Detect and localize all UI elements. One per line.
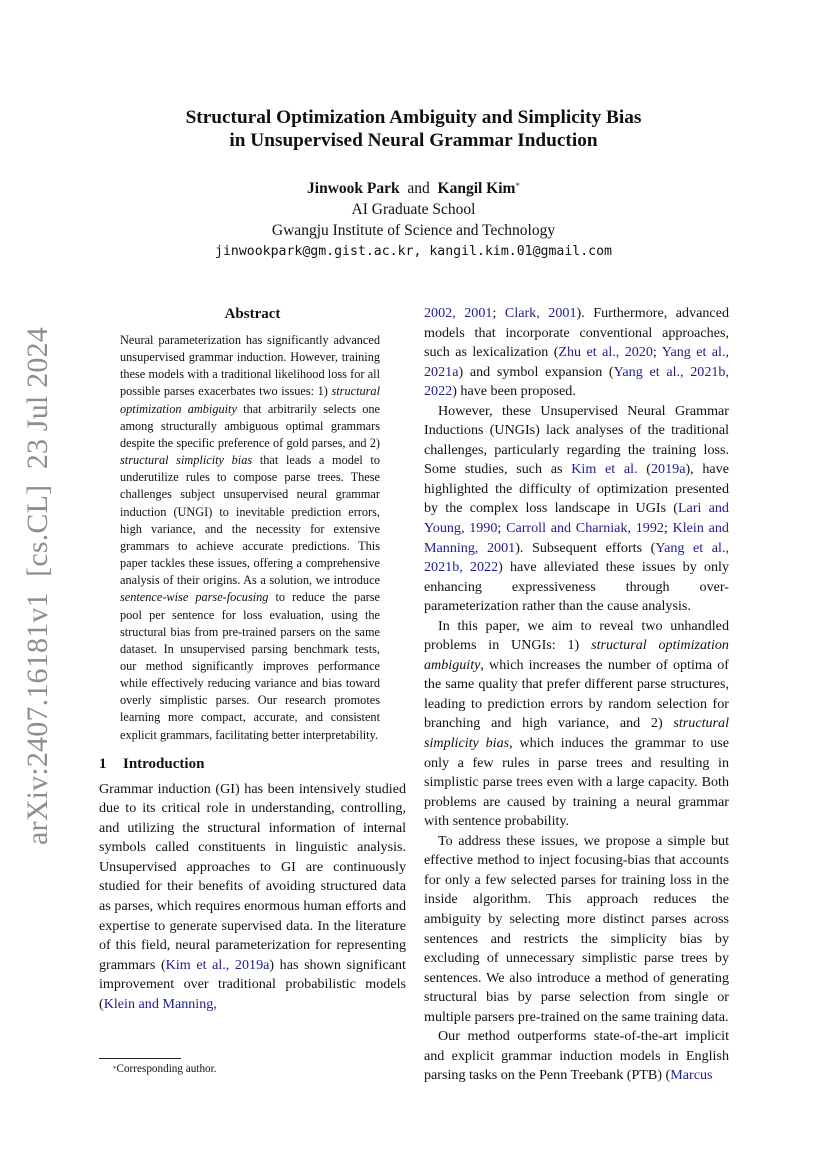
body-text: ; [663, 520, 673, 537]
body-text: ) and symbol expansion ( [458, 363, 614, 380]
abstract-text: to reduce the parse pool per sentence for loss evaluation, using the structural bias from pre-trained parsers on the same dataset. In unsupervised parsing benchmark tests, our method significantly improves performance while effectively reducing variance and bias toward overly simplistic parses. Our research promotes learning more compact, accurate, and consistent explicit grammars, facilitating better interpretability. [120, 590, 380, 742]
title-line-2: in Unsupervised Neural Grammar Induction [229, 130, 598, 151]
citation-link[interactable]: 2002, 2001 [424, 305, 493, 321]
body-text: ) have alleviated these issues by only enhancing expressiveness through over-parameterization rather than the cause analysis. [424, 559, 730, 615]
right-column [424, 304, 729, 1086]
abstract-text: Neural parameterization has significantly advanced unsupervised grammar induction. However, training these models with a traditional likelihood loss for all possible parses exacerbates two issues: 1) [120, 333, 380, 399]
body-text: In this paper, we aim to reveal two unhandled problems in UNGIs: 1) [424, 617, 729, 654]
citation-link[interactable]: Lari and Young, 1990 [424, 500, 729, 537]
body-text: , which increases the number of optima of the same quality that prefer different parse structures, leading to prediction errors by random selection for branching and high variance, and 2) [424, 656, 729, 732]
intro-paragraph-2 [424, 402, 729, 617]
abstract-heading: Abstract [224, 306, 281, 322]
abstract-text: that leads a model to underutilize rules to compose parse trees. These challenges subject unsupervised neural grammar induction (UNGI) to inevitable prediction errors, high variance, and the necessity for extensive grammars to achieve accurate predictions. This paper tackles these issues, offering a comprehensive analysis of their origins. As a solution, we introduce [120, 453, 380, 588]
abstract-emphasis: sentence-wise parse-focusing [120, 590, 269, 605]
footnote-divider [99, 1058, 181, 1059]
author-emails: jinwookpark@gm.gist.ac.kr, kangil.kim.01@gmail.com [215, 244, 612, 259]
body-text: ). Subsequent efforts ( [515, 539, 656, 556]
paper-title [0, 106, 827, 152]
emphasis-term: structural optimization ambiguity [424, 637, 729, 673]
body-text: ; [492, 305, 505, 321]
body-text: ) have been proposed. [452, 383, 576, 400]
citation-link[interactable]: Clark, 2001 [504, 305, 577, 321]
corresponding-author-mark[interactable]: * [515, 181, 520, 191]
intro-paragraph-5 [424, 1027, 729, 1086]
footnote [113, 1062, 217, 1076]
body-text: ), have highlighted the difficulty of optimization presented by the complex loss landscape in UGIs ( [424, 461, 729, 517]
citation-link[interactable]: Kim et al. [571, 461, 638, 478]
author-separator: and [407, 180, 430, 197]
section-title: Introduction [123, 755, 205, 772]
abstract-emphasis: structural optimization ambiguity [120, 384, 380, 416]
citation-link[interactable]: Klein and Manning, 2001 [424, 520, 729, 556]
citation-link[interactable]: 2019a [651, 461, 686, 478]
abstract-body [120, 332, 380, 744]
abstract-text: that arbitrarily selects one among structurally ambiguous optimal grammars despite the specific preference of gold parses, and 2) [120, 401, 381, 450]
author-2: Kangil Kim [437, 180, 516, 197]
citation-link[interactable]: Kim et al., 2019a [165, 956, 270, 973]
footnote-text: Corresponding author. [116, 1063, 217, 1075]
citation-link[interactable]: Zhu et al., 2020 [558, 344, 653, 361]
body-text: , which induces the grammar to use only a few rules in parse trees and resulting in simplistic parse trees even with a large capacity. Both problems are caused by training a neural grammar with sentence probability. [424, 735, 729, 830]
citation-link[interactable]: Carroll and Charniak, 1992 [506, 520, 664, 537]
author-line [0, 178, 827, 199]
intro-paragraph-1 [99, 780, 406, 1015]
body-text: Grammar induction (GI) has been intensively studied due to its critical role in understanding, controlling, and utilizing the structural information of internal symbols called constituents in linguistic analysis. Unsupervised approaches to GI are continuously studied for their benefits of avoiding structured data as parses, which requires enormous human efforts and expertise to generate supervised data. In the literature of this field, neural parameterization for representing grammars ( [99, 780, 406, 973]
body-text: ). Furthermore, advanced models that incorporate conventional approaches, such as lexicalization ( [424, 305, 729, 361]
intro-paragraph-3 [424, 617, 729, 832]
title-line-1: Structural Optimization Ambiguity and Simplicity Bias [185, 107, 642, 128]
body-text: ) has shown significant improvement over traditional probabilistic models ( [99, 956, 406, 1012]
title-block [0, 106, 827, 263]
footnote-mark: * [113, 1065, 117, 1073]
body-text: Our method outperforms state-of-the-art implicit and explicit grammar induction models in English parsing tasks on the Penn Treebank (PTB) ( [424, 1028, 729, 1084]
citation-link[interactable]: Marcus [670, 1067, 713, 1084]
intro-paragraph-4: To address these issues, we propose a simple but effective method to inject focusing-bias that accounts for only a few selected parses for training loss in the inside algorithm. This approach reduces the ambiguity by selecting more distinct parses across sentences and restricts the simplicity bias by excluding of unnecessary simplistic parse trees by sentences. We also introduce a method of generating structural bias by parse selection from single or multiple parsers pre-trained on the same training data. [424, 832, 729, 1025]
body-text: ; [652, 344, 662, 361]
left-column [99, 304, 406, 1014]
abstract-emphasis: structural simplicity bias [120, 453, 253, 468]
citation-link[interactable]: Yang et al., 2021b, 2022 [424, 363, 729, 400]
section-heading-introduction [99, 754, 406, 774]
citation-link[interactable]: Yang et al., 2021a [424, 344, 729, 380]
affiliation-school: AI Graduate School [351, 201, 476, 218]
citation-link[interactable]: Klein and Manning, [103, 995, 217, 1012]
body-text: However, these Unsupervised Neural Grammar Inductions (UNGIs) lack analyses of the traditional challenges, particularly regarding the training loss. Some studies, such as [424, 402, 729, 478]
body-text: ; [497, 520, 507, 537]
emphasis-term: structural simplicity bias [424, 715, 729, 752]
section-number: 1 [99, 755, 107, 772]
intro-paragraph-1-continued [424, 304, 729, 402]
citation-link[interactable]: Yang et al., 2021b, 2022 [424, 539, 729, 576]
affiliation-institute: Gwangju Institute of Science and Technology [271, 222, 556, 239]
body-text: ( [637, 461, 651, 478]
author-1: Jinwook Park [307, 180, 400, 197]
arxiv-identifier-stamp[interactable]: arXiv:2407.16181v1 [cs.CL] 23 Jul 2024 [21, 327, 54, 845]
